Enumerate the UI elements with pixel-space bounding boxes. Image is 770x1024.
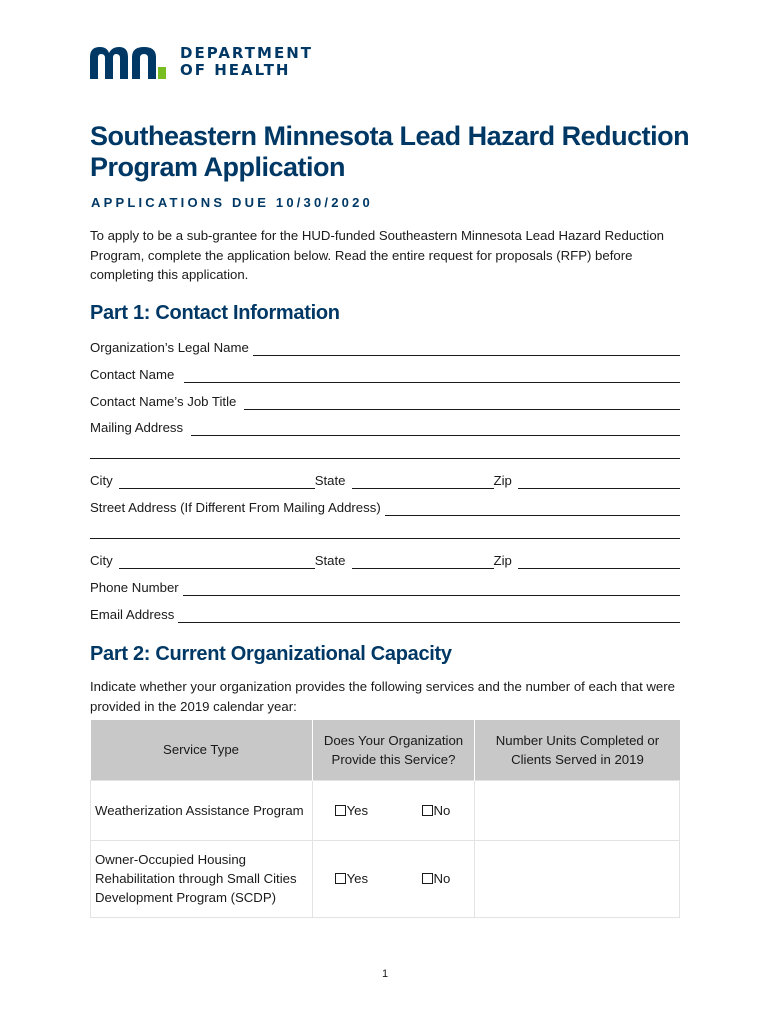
email-line[interactable]	[178, 609, 680, 623]
mailing-address-line-2[interactable]	[90, 458, 680, 459]
contact-name-label: Contact Name	[90, 367, 175, 382]
yes-checkbox[interactable]	[335, 869, 369, 888]
intro-paragraph: To apply to be a sub-grantee for the HUD-funded Southeastern Minnesota Lead Hazard Reduction Program, complete the application below. Read the entire request for proposals (RFP) before completing this application.	[90, 228, 665, 282]
street-address-line[interactable]	[385, 502, 680, 516]
services-table	[90, 720, 680, 918]
units-input-cell[interactable]	[475, 840, 680, 917]
mailing-address-line[interactable]	[191, 422, 680, 436]
city-label: City	[90, 473, 113, 488]
part1-heading: Part 1: Contact Information	[90, 302, 340, 324]
mailing-address-field[interactable]	[90, 418, 680, 436]
phone-label: Phone Number	[90, 580, 179, 595]
checkbox-icon	[422, 873, 433, 884]
provides-service-cell	[312, 840, 475, 917]
job-title-label: Contact Name’s Job Title	[90, 394, 237, 409]
no-label: No	[433, 802, 451, 818]
page-title: Southeastern Minnesota Lead Hazard Reduction Program Application	[90, 121, 690, 182]
job-title-line[interactable]	[244, 396, 680, 410]
checkbox-icon	[335, 873, 346, 884]
city-line[interactable]	[119, 475, 315, 489]
service-name: Owner-Occupied Housing Rehabilitation through Small Cities Development Program (SCDP)	[91, 840, 313, 917]
job-title-field[interactable]	[90, 392, 680, 410]
part2-intro: Indicate whether your organization provides the following services and the number of each that were provided in the 2019 calendar year:	[90, 679, 675, 714]
zip-line[interactable]	[518, 555, 680, 569]
no-checkbox[interactable]	[422, 801, 451, 820]
checkbox-icon	[335, 805, 346, 816]
state-line[interactable]	[352, 475, 494, 489]
units-input-cell[interactable]	[475, 780, 680, 840]
col-units-completed: Number Units Completed or Clients Served in 2019	[475, 720, 680, 780]
logo-wordmark	[180, 45, 313, 79]
zip-line[interactable]	[518, 475, 680, 489]
no-checkbox[interactable]	[422, 869, 451, 888]
logo-line-1: DEPARTMENT	[180, 44, 313, 62]
street-address-line-2[interactable]	[90, 538, 680, 539]
table-row	[91, 840, 680, 917]
legal-name-field[interactable]	[90, 338, 680, 356]
legal-name-line[interactable]	[253, 342, 680, 356]
service-name: Weatherization Assistance Program	[91, 780, 313, 840]
contact-name-field[interactable]	[90, 365, 680, 383]
logo-line-2: OF HEALTH	[180, 61, 291, 79]
email-label: Email Address	[90, 607, 175, 622]
legal-name-label: Organization’s Legal Name	[90, 340, 249, 355]
yes-label: Yes	[346, 871, 369, 886]
yes-checkbox[interactable]	[335, 801, 369, 820]
provides-service-cell	[312, 780, 475, 840]
phone-line[interactable]	[183, 582, 680, 596]
city-label: City	[90, 553, 113, 568]
city-line[interactable]	[119, 555, 315, 569]
email-field[interactable]	[90, 605, 680, 623]
mdh-logo	[90, 44, 313, 80]
no-label: No	[433, 871, 451, 886]
table-header-row	[91, 720, 680, 780]
phone-field[interactable]	[90, 578, 680, 596]
table-row	[91, 780, 680, 840]
state-label: State	[314, 553, 346, 568]
mailing-city-state-zip-field[interactable]	[90, 471, 680, 489]
yes-label: Yes	[346, 802, 369, 818]
street-address-field[interactable]	[90, 498, 680, 516]
zip-label: Zip	[493, 553, 512, 568]
checkbox-icon	[422, 805, 433, 816]
mailing-address-label: Mailing Address	[90, 420, 184, 435]
col-service-type: Service Type	[91, 720, 313, 780]
state-label: State	[314, 473, 346, 488]
due-date-line: APPLICATIONS DUE 10/30/2020	[91, 195, 373, 210]
part2-heading: Part 2: Current Organizational Capacity	[90, 643, 452, 665]
street-address-label: Street Address (If Different From Mailing Address)	[90, 500, 381, 515]
col-provides-service: Does Your Organization Provide this Service?	[312, 720, 475, 780]
zip-label: Zip	[493, 473, 512, 488]
mn-logo-mark	[90, 45, 168, 79]
page-number: 1	[381, 968, 389, 980]
contact-name-line[interactable]	[184, 369, 680, 383]
street-city-state-zip-field[interactable]	[90, 551, 680, 569]
state-line[interactable]	[352, 555, 494, 569]
